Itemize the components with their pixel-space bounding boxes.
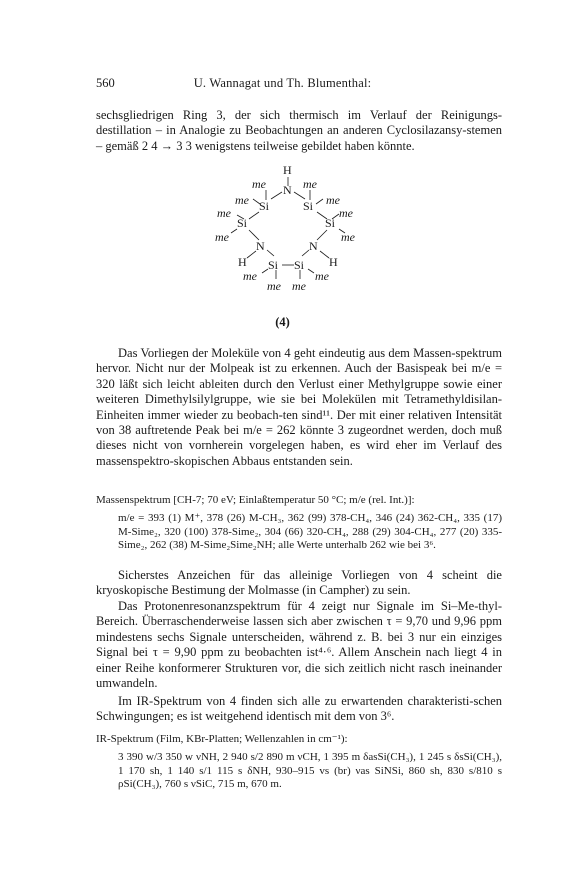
methyl: me [326, 193, 340, 207]
atom-n-left: N [256, 239, 265, 253]
mass-spectrum-heading: Massenspektrum [CH-7; 70 eV; Einlaßtemperatur 50 °C; m/e (rel. Int.)]: [96, 494, 415, 506]
atom-h-top: H [283, 163, 292, 177]
compound-label: (4) [275, 315, 290, 329]
paragraph-1: sechsgliedrigen Ring 3, der sich thermisch im Verlauf der Reinigungs-destillation – in Analogie zu Beobachtungen an anderen Cyclosilazansy-stemen – gemäß 2 4 → 3 3 wenigstens teilweise gebildet haben könnte. [96, 108, 502, 153]
atom-si: Si [259, 199, 270, 213]
atom-si: Si [268, 258, 279, 272]
paragraph-3: Sicherstes Anzeichen für das alleinige Vorliegen von 4 scheint die kryoskopische Bestimung der Molmasse (in Campher) zu sein. [96, 568, 502, 598]
page-number: 560 [96, 76, 115, 90]
running-head: U. Wannagat und Th. Blumenthal: [193, 76, 372, 90]
bond [308, 269, 314, 273]
bond [316, 199, 323, 204]
paragraph-4: Das Protonenresonanzspektrum für 4 zeigt nur Signale im Si–Me-thyl-Bereich. Überraschenderweise lassen sich aber zwischen τ = 9,70 und 9,96 ppm mindestens sechs Signale unterscheiden, während z. B. bei 3 nur ein einziges Signal bei τ = 9,90 ppm zu beobachten ist⁴·⁶. Allem Anschein nach liegt 4 in einer Reihe konformerer Strukturen vor, die sich zeitlich nicht rasch ineinander umwandeln. [96, 599, 502, 691]
methyl: me [215, 230, 229, 244]
atom-si: Si [303, 199, 314, 213]
chemical-structure-4 [213, 163, 363, 323]
atom-h-left: H [238, 255, 247, 269]
bond [294, 192, 305, 199]
bond [247, 251, 256, 258]
methyl: me [243, 269, 257, 283]
ir-spectrum-data: 3 390 w/3 350 w νNH, 2 940 s/2 890 m νCH, 1 395 m δasSi(CH₃), 1 245 s δsSi(CH₃), 1 170 sh, 1 140 s/1 115 s δNH, 930–915 vs (br) νas SiNSi, 860 sh, 830 s/810 s ρSi(CH₃), 760 s νSiC, 715 m, 670 m. [118, 751, 502, 790]
bond [317, 230, 327, 240]
paragraph-2: Das Vorliegen der Moleküle von 4 geht eindeutig aus dem Massen-spektrum hervor. Nicht nur der Molpeak ist zu erkennen. Auch der Basispeak bei m/e = 320 läßt sich leicht ableiten durch den Verlust einer Methylgruppe sowie einer weiteren Dimethylsilylgruppe, wie sie bei Molekülen mit Tetramethyldisilan-Einheiten immer wieder zu beobach-ten sind¹¹. Der mit einer relativen Intensität von 38 auftretende Peak bei m/e = 262 könnte 3 zugeordnet werden, doch muß dieses nicht von vornherein vorgelegen haben, es wird eher im Verlauf des massenspektro-skopischen Abbaus entstanden sein. [96, 346, 502, 468]
structure-drawing [213, 163, 363, 323]
methyl: me [217, 206, 231, 220]
atom-si: Si [325, 216, 336, 230]
methyl: me [315, 269, 329, 283]
methyl: me [341, 230, 355, 244]
bond [249, 212, 259, 219]
atom-n-right: N [309, 239, 318, 253]
mass-spectrum-data: m/e = 393 (1) M⁺, 378 (26) M-CH₃, 362 (99) 378-CH₄, 346 (24) 362-CH₄, 335 (17) M-Sime₂, 320 (100) 378-Sime₂, 304 (66) 320-CH₄, 288 (29) 304-CH₄, 277 (20) 335-Sime₂, 262 (38) M-Sime₂Sime₂NH; alle Werte unterhalb 262 wie bei 3⁶. [118, 512, 502, 551]
methyl: me [339, 206, 353, 220]
atom-h-right: H [329, 255, 338, 269]
methyl: me [303, 177, 317, 191]
ir-spectrum-heading: IR-Spektrum (Film, KBr-Platten; Wellenzahlen in cm⁻¹): [96, 733, 348, 745]
atom-si: Si [237, 216, 248, 230]
methyl: me [252, 177, 266, 191]
methyl: me [292, 279, 306, 293]
methyl: me [235, 193, 249, 207]
methyl: me [267, 279, 281, 293]
bond [271, 192, 282, 199]
bond [267, 250, 274, 256]
paragraph-5: Im IR-Spektrum von 4 finden sich alle zu erwartenden charakteristi-schen Schwingungen; es ist weitgehend identisch mit dem von 3⁶. [96, 694, 502, 724]
bond [302, 250, 309, 256]
bond [320, 251, 329, 258]
atom-n-top: N [283, 183, 292, 197]
atom-si: Si [294, 258, 305, 272]
